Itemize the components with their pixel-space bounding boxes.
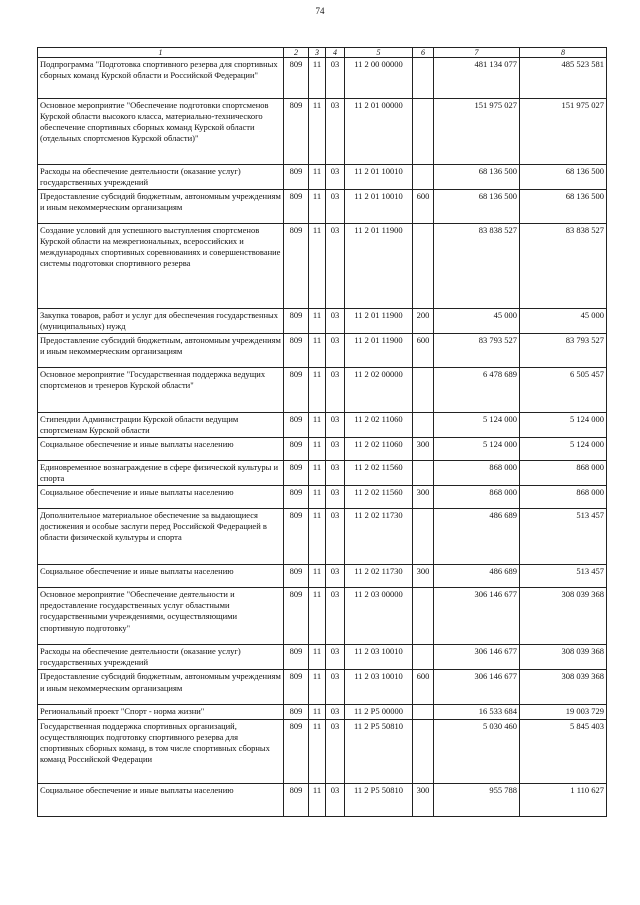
row-sum-1: 16 533 684 — [434, 705, 520, 719]
row-name: Государственная поддержка спортивных организаций, осуществляющих подготовку спортивного резерва для спортивных сборных команд, в том числе спортивных сборных команд Российской Федерации — [38, 719, 284, 783]
row-code: 809 — [284, 58, 309, 99]
row-expense: 300 — [413, 783, 434, 816]
table-row — [38, 438, 607, 461]
row-name: Расходы на обеспечение деятельности (оказание услуг) государственных учреждений — [38, 645, 284, 670]
row-subsection: 03 — [326, 224, 345, 309]
row-sum-1: 955 788 — [434, 783, 520, 816]
row-name: Дополнительное материальное обеспечение за выдающиеся достижения и особые заслуги перед Российской Федерацией в области физической культуры и спорта — [38, 509, 284, 565]
row-sum-2: 868 000 — [520, 461, 607, 486]
row-subsection: 03 — [326, 413, 345, 438]
row-target: 11 2 02 11730 — [345, 565, 413, 588]
row-target: 11 2 03 00000 — [345, 588, 413, 645]
table-row — [38, 224, 607, 309]
row-sum-1: 5 124 000 — [434, 438, 520, 461]
row-target: 11 2 01 10010 — [345, 190, 413, 224]
row-expense — [413, 705, 434, 719]
row-subsection: 03 — [326, 58, 345, 99]
row-section: 11 — [309, 783, 326, 816]
table-header-row — [38, 48, 607, 58]
row-section: 11 — [309, 719, 326, 783]
row-sum-2: 83 838 527 — [520, 224, 607, 309]
row-subsection: 03 — [326, 165, 345, 190]
row-code: 809 — [284, 99, 309, 165]
table-row — [38, 190, 607, 224]
row-subsection: 03 — [326, 588, 345, 645]
row-sum-2: 308 039 368 — [520, 670, 607, 705]
row-expense: 300 — [413, 486, 434, 509]
row-sum-2: 19 003 729 — [520, 705, 607, 719]
row-subsection: 03 — [326, 486, 345, 509]
row-sum-2: 513 457 — [520, 509, 607, 565]
row-sum-2: 5 124 000 — [520, 438, 607, 461]
row-expense — [413, 588, 434, 645]
row-sum-2: 5 845 403 — [520, 719, 607, 783]
row-sum-2: 1 110 627 — [520, 783, 607, 816]
table-row — [38, 783, 607, 816]
row-section: 11 — [309, 58, 326, 99]
row-name: Расходы на обеспечение деятельности (оказание услуг) государственных учреждений — [38, 165, 284, 190]
row-section: 11 — [309, 368, 326, 413]
column-header: 5 — [345, 48, 413, 58]
row-sum-1: 83 838 527 — [434, 224, 520, 309]
row-sum-1: 868 000 — [434, 486, 520, 509]
row-name: Основное мероприятие "Государственная поддержка ведущих спортсменов и тренеров Курской области" — [38, 368, 284, 413]
row-sum-1: 306 146 677 — [434, 645, 520, 670]
row-target: 11 2 02 11060 — [345, 438, 413, 461]
row-code: 809 — [284, 565, 309, 588]
row-sum-1: 5 124 000 — [434, 413, 520, 438]
row-expense — [413, 58, 434, 99]
row-target: 11 2 02 11560 — [345, 486, 413, 509]
row-target: 11 2 02 11060 — [345, 413, 413, 438]
row-name: Предоставление субсидий бюджетным, автономным учреждениям и иным некоммерческим организациям — [38, 334, 284, 368]
row-expense — [413, 368, 434, 413]
row-target: 11 2 02 11560 — [345, 461, 413, 486]
row-section: 11 — [309, 190, 326, 224]
row-target: 11 2 P5 50810 — [345, 719, 413, 783]
table-row — [38, 705, 607, 719]
row-name: Основное мероприятие "Обеспечение деятельности и предоставление государственных услуг областными государственными учреждениями, осуществляющими спортивную подготовку" — [38, 588, 284, 645]
row-code: 809 — [284, 705, 309, 719]
table-row — [38, 670, 607, 705]
row-target: 11 2 02 11730 — [345, 509, 413, 565]
table-row — [38, 509, 607, 565]
row-subsection: 03 — [326, 368, 345, 413]
row-sum-2: 485 523 581 — [520, 58, 607, 99]
row-expense — [413, 413, 434, 438]
row-code: 809 — [284, 413, 309, 438]
row-code: 809 — [284, 165, 309, 190]
row-section: 11 — [309, 565, 326, 588]
row-subsection: 03 — [326, 334, 345, 368]
row-expense — [413, 224, 434, 309]
row-section: 11 — [309, 486, 326, 509]
row-sum-1: 486 689 — [434, 565, 520, 588]
column-header: 7 — [434, 48, 520, 58]
row-expense: 600 — [413, 670, 434, 705]
row-name: Социальное обеспечение и иные выплаты населению — [38, 565, 284, 588]
row-sum-2: 6 505 457 — [520, 368, 607, 413]
row-code: 809 — [284, 368, 309, 413]
table-row — [38, 334, 607, 368]
row-code: 809 — [284, 461, 309, 486]
row-subsection: 03 — [326, 438, 345, 461]
row-section: 11 — [309, 413, 326, 438]
row-code: 809 — [284, 670, 309, 705]
column-header: 2 — [284, 48, 309, 58]
table-row — [38, 719, 607, 783]
row-expense: 300 — [413, 565, 434, 588]
row-expense — [413, 645, 434, 670]
row-section: 11 — [309, 461, 326, 486]
row-expense — [413, 719, 434, 783]
table-row — [38, 368, 607, 413]
row-target: 11 2 03 10010 — [345, 670, 413, 705]
table-row — [38, 486, 607, 509]
row-expense — [413, 99, 434, 165]
budget-table — [37, 47, 607, 817]
row-section: 11 — [309, 509, 326, 565]
row-code: 809 — [284, 509, 309, 565]
row-sum-2: 151 975 027 — [520, 99, 607, 165]
row-section: 11 — [309, 165, 326, 190]
row-target: 11 2 00 00000 — [345, 58, 413, 99]
row-sum-1: 5 030 460 — [434, 719, 520, 783]
row-subsection: 03 — [326, 309, 345, 334]
row-expense — [413, 461, 434, 486]
row-sum-1: 6 478 689 — [434, 368, 520, 413]
row-sum-1: 45 000 — [434, 309, 520, 334]
row-code: 809 — [284, 588, 309, 645]
row-sum-2: 5 124 000 — [520, 413, 607, 438]
row-sum-1: 68 136 500 — [434, 190, 520, 224]
row-section: 11 — [309, 99, 326, 165]
row-sum-2: 868 000 — [520, 486, 607, 509]
row-target: 11 2 01 10010 — [345, 165, 413, 190]
row-name: Социальное обеспечение и иные выплаты населению — [38, 783, 284, 816]
row-expense: 600 — [413, 190, 434, 224]
row-section: 11 — [309, 438, 326, 461]
row-code: 809 — [284, 783, 309, 816]
row-target: 11 2 P5 50810 — [345, 783, 413, 816]
row-sum-2: 308 039 368 — [520, 645, 607, 670]
row-code: 809 — [284, 438, 309, 461]
row-name: Единовременное вознаграждение в сфере физической культуры и спорта — [38, 461, 284, 486]
row-subsection: 03 — [326, 645, 345, 670]
row-subsection: 03 — [326, 509, 345, 565]
row-section: 11 — [309, 224, 326, 309]
row-sum-1: 83 793 527 — [434, 334, 520, 368]
row-subsection: 03 — [326, 461, 345, 486]
row-sum-1: 868 000 — [434, 461, 520, 486]
row-expense: 300 — [413, 438, 434, 461]
row-target: 11 2 01 11900 — [345, 309, 413, 334]
row-sum-2: 45 000 — [520, 309, 607, 334]
row-subsection: 03 — [326, 565, 345, 588]
row-sum-1: 486 689 — [434, 509, 520, 565]
row-target: 11 2 03 10010 — [345, 645, 413, 670]
row-sum-1: 306 146 677 — [434, 588, 520, 645]
table-row — [38, 588, 607, 645]
table-row — [38, 165, 607, 190]
row-name: Основное мероприятие "Обеспечение подготовки спортсменов Курской области высокого класса, материально-технического обеспечение спортивных сборных команд Курской области (отдельных спортсменов Курской области)" — [38, 99, 284, 165]
row-sum-2: 83 793 527 — [520, 334, 607, 368]
row-expense — [413, 509, 434, 565]
row-sum-2: 513 457 — [520, 565, 607, 588]
row-section: 11 — [309, 309, 326, 334]
row-name: Региональный проект "Спорт - норма жизни" — [38, 705, 284, 719]
row-target: 11 2 P5 00000 — [345, 705, 413, 719]
row-code: 809 — [284, 309, 309, 334]
row-name: Стипендии Администрации Курской области ведущим спортсменам Курской области — [38, 413, 284, 438]
column-header: 3 — [309, 48, 326, 58]
row-sum-2: 68 136 500 — [520, 165, 607, 190]
row-target: 11 2 01 00000 — [345, 99, 413, 165]
table-row — [38, 309, 607, 334]
column-header: 6 — [413, 48, 434, 58]
row-code: 809 — [284, 719, 309, 783]
column-header: 8 — [520, 48, 607, 58]
row-section: 11 — [309, 705, 326, 719]
row-name: Социальное обеспечение и иные выплаты населению — [38, 438, 284, 461]
row-subsection: 03 — [326, 670, 345, 705]
row-subsection: 03 — [326, 190, 345, 224]
row-sum-2: 308 039 368 — [520, 588, 607, 645]
row-target: 11 2 02 00000 — [345, 368, 413, 413]
row-sum-2: 68 136 500 — [520, 190, 607, 224]
row-code: 809 — [284, 645, 309, 670]
row-subsection: 03 — [326, 719, 345, 783]
table-row — [38, 645, 607, 670]
row-section: 11 — [309, 645, 326, 670]
row-expense: 200 — [413, 309, 434, 334]
row-code: 809 — [284, 224, 309, 309]
row-name: Подпрограмма "Подготовка спортивного резерва для спортивных сборных команд Курской области и Российской Федерации" — [38, 58, 284, 99]
table-row — [38, 565, 607, 588]
row-sum-1: 68 136 500 — [434, 165, 520, 190]
row-name: Социальное обеспечение и иные выплаты населению — [38, 486, 284, 509]
page-number: 74 — [315, 6, 325, 16]
row-target: 11 2 01 11900 — [345, 334, 413, 368]
table-row — [38, 99, 607, 165]
table-row — [38, 58, 607, 99]
row-subsection: 03 — [326, 705, 345, 719]
row-expense: 600 — [413, 334, 434, 368]
row-name: Создание условий для успешного выступления спортсменов Курской области на межрегиональных, всероссийских и международных спортивных соревнованиях и совершенствование системы подготовки спортивного резерва — [38, 224, 284, 309]
row-code: 809 — [284, 334, 309, 368]
row-name: Закупка товаров, работ и услуг для обеспечения государственных (муниципальных) нужд — [38, 309, 284, 334]
row-expense — [413, 165, 434, 190]
row-sum-1: 306 146 677 — [434, 670, 520, 705]
row-sum-1: 481 134 077 — [434, 58, 520, 99]
column-header: 1 — [38, 48, 284, 58]
row-code: 809 — [284, 486, 309, 509]
row-code: 809 — [284, 190, 309, 224]
row-section: 11 — [309, 670, 326, 705]
row-section: 11 — [309, 588, 326, 645]
row-sum-1: 151 975 027 — [434, 99, 520, 165]
column-header: 4 — [326, 48, 345, 58]
row-name: Предоставление субсидий бюджетным, автономным учреждениям и иным некоммерческим организациям — [38, 670, 284, 705]
table-row — [38, 413, 607, 438]
row-subsection: 03 — [326, 99, 345, 165]
row-section: 11 — [309, 334, 326, 368]
table-row — [38, 461, 607, 486]
row-subsection: 03 — [326, 783, 345, 816]
row-name: Предоставление субсидий бюджетным, автономным учреждениям и иным некоммерческим организациям — [38, 190, 284, 224]
row-target: 11 2 01 11900 — [345, 224, 413, 309]
